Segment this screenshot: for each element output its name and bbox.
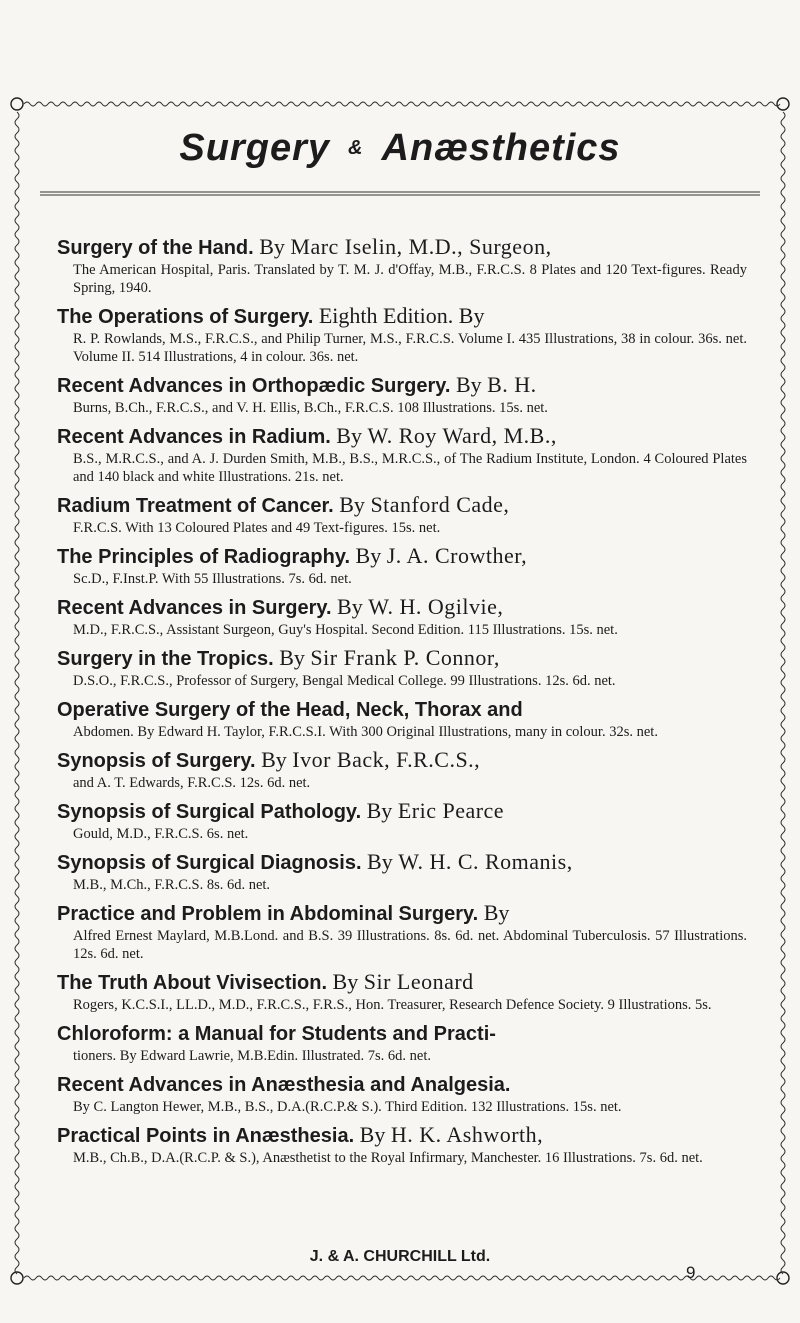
header-anaesthetics: Anæsthetics	[381, 126, 621, 169]
book-entry	[57, 900, 747, 963]
book-title: Synopsis of Surgical Pathology.	[57, 801, 362, 823]
book-entry	[57, 696, 747, 741]
book-entry	[57, 423, 747, 486]
book-entry-heading	[57, 492, 747, 519]
book-author: Ivor Back, F.R.C.S.,	[292, 747, 481, 772]
book-entry	[57, 969, 747, 1014]
book-title: Surgery of the Hand.	[57, 237, 254, 259]
book-author: W. H. Ogilvie,	[368, 594, 504, 619]
book-entry-heading	[57, 594, 747, 621]
book-details: M.B., M.Ch., F.R.C.S. 8s. 6d. net.	[73, 877, 271, 893]
book-details: tioners. By Edward Lawrie, M.B.Edin. Illustrated. 7s. 6d. net.	[73, 1048, 432, 1064]
book-entry	[57, 798, 747, 843]
book-by: By	[336, 423, 362, 448]
book-entry-heading	[57, 798, 747, 825]
page-header	[70, 118, 730, 178]
publisher-name: J. & A. CHURCHILL Ltd.	[306, 1248, 494, 1265]
book-entry	[57, 747, 747, 792]
book-author: Stanford Cade,	[370, 492, 510, 517]
book-title: Chloroform: a Manual for Students and Practi-	[57, 1023, 496, 1045]
book-entry	[57, 645, 747, 690]
book-author: Sir Leonard	[363, 969, 474, 994]
header-surgery: Surgery	[179, 126, 331, 169]
book-entry-heading	[57, 372, 747, 399]
book-title: The Truth About Vivisection.	[57, 972, 328, 994]
book-by: By	[366, 798, 393, 823]
book-by: By	[279, 645, 305, 670]
book-author: Sir Frank P. Connor,	[310, 645, 500, 670]
book-by: By	[332, 969, 359, 994]
book-by: By	[367, 849, 393, 874]
book-details: By C. Langton Hewer, M.B., B.S., D.A.(R.C.P.& S.). Third Edition. 132 Illustrations. 15s. net.	[73, 1099, 622, 1115]
book-details: Abdomen. By Edward H. Taylor, F.R.C.S.I. With 300 Original Illustrations, many in colour. 32s. net.	[73, 724, 658, 740]
book-details: R. P. Rowlands, M.S., F.R.C.S., and Philip Turner, M.S., F.R.C.S. Volume I. 435 Illustrations, 38 in colour. 36s. net. Volume II. 514 Illustrations, 4 in colour. 36s. net.	[73, 331, 747, 365]
book-details: and A. T. Edwards, F.R.C.S. 12s. 6d. net.	[73, 775, 311, 791]
book-details: Alfred Ernest Maylard, M.B.Lond. and B.S. 39 Illustrations. 8s. 6d. net. Abdominal Tuberculosis. 57 Illustrations. 12s. 6d. net.	[73, 928, 747, 962]
book-title: Recent Advances in Radium.	[57, 426, 331, 448]
book-details: B.S., M.R.C.S., and A. J. Durden Smith, M.B., B.S., M.R.C.S., of The Radium Institute, London. 4 Coloured Plates and 140 black and white Illustrations. 21s. net.	[73, 451, 747, 485]
book-title: Synopsis of Surgical Diagnosis.	[57, 852, 362, 874]
book-details: Sc.D., F.Inst.P. With 55 Illustrations. 7s. 6d. net.	[73, 571, 352, 587]
book-title: Recent Advances in Surgery.	[57, 597, 332, 619]
book-entry	[57, 1071, 747, 1116]
book-entry	[57, 303, 747, 366]
book-by: By	[339, 492, 365, 517]
book-by: Eighth Edition. By	[318, 303, 485, 328]
book-title: Synopsis of Surgery.	[57, 750, 256, 772]
book-title: Radium Treatment of Cancer.	[57, 495, 334, 517]
page-number: 9	[686, 1263, 696, 1282]
book-title: The Principles of Radiography.	[57, 546, 351, 568]
book-title: Surgery in the Tropics.	[57, 648, 274, 670]
book-entry	[57, 1020, 747, 1065]
book-author: W. H. C. Romanis,	[398, 849, 573, 874]
book-author: B. H.	[487, 372, 537, 397]
book-details: Rogers, K.C.S.I., LL.D., M.D., F.R.C.S., F.R.S., Hon. Treasurer, Research Defence Society. 9 Illustrations. 5s.	[73, 997, 712, 1013]
book-by: By	[355, 543, 382, 568]
book-details: Gould, M.D., F.R.C.S. 6s. net.	[73, 826, 249, 842]
book-entry-heading	[57, 423, 747, 450]
book-entry	[57, 849, 747, 894]
book-author: Marc Iselin, M.D., Surgeon,	[290, 234, 552, 259]
book-by: By	[483, 900, 510, 925]
book-by: By	[359, 1122, 386, 1147]
book-entry-heading	[57, 969, 747, 996]
header-ampersand: &	[348, 136, 364, 159]
book-details: F.R.C.S. With 13 Coloured Plates and 49 Text-figures. 15s. net.	[73, 520, 441, 536]
book-entry	[57, 234, 747, 297]
book-details: M.B., Ch.B., D.A.(R.C.P. & S.), Anæsthetist to the Royal Infirmary, Manchester. 16 Illustrations. 7s. 6d. net.	[73, 1150, 703, 1166]
book-title: Practice and Problem in Abdominal Surgery.	[57, 903, 479, 925]
book-title: Practical Points in Anæsthesia.	[57, 1125, 355, 1147]
book-entry-heading	[57, 747, 747, 774]
book-by: By	[261, 747, 287, 772]
book-entry-heading	[57, 696, 747, 723]
footer	[0, 1248, 800, 1278]
book-title: The Operations of Surgery.	[57, 306, 314, 328]
book-entry-heading	[57, 900, 747, 927]
book-entry-heading	[57, 1020, 747, 1047]
book-author: W. Roy Ward, M.B.,	[367, 423, 557, 448]
book-entry-heading	[57, 1122, 747, 1149]
book-by: By	[337, 594, 363, 619]
book-entry-heading	[57, 543, 747, 570]
book-details: M.D., F.R.C.S., Assistant Surgeon, Guy's Hospital. Second Edition. 115 Illustrations. 15s. net.	[73, 622, 618, 638]
book-entry-heading	[57, 1071, 747, 1098]
book-entry	[57, 594, 747, 639]
book-entry-heading	[57, 234, 747, 261]
book-entry	[57, 543, 747, 588]
book-title: Recent Advances in Anæsthesia and Analgesia.	[57, 1074, 511, 1096]
book-details: The American Hospital, Paris. Translated by T. M. J. d'Offay, M.B., F.R.C.S. 8 Plates and 120 Text-figures. Ready Spring, 1940.	[73, 262, 747, 296]
book-entry-heading	[57, 303, 747, 330]
book-details: Burns, B.Ch., F.R.C.S., and V. H. Ellis, B.Ch., F.R.C.S. 108 Illustrations. 15s. net.	[73, 400, 548, 416]
book-by: By	[259, 234, 285, 259]
book-list	[57, 234, 747, 1173]
book-details: D.S.O., F.R.C.S., Professor of Surgery, Bengal Medical College. 99 Illustrations. 12s. 6d. net.	[73, 673, 616, 689]
book-entry-heading	[57, 849, 747, 876]
book-author: Eric Pearce	[397, 798, 505, 823]
book-author: H. K. Ashworth,	[390, 1122, 544, 1147]
book-entry	[57, 1122, 747, 1167]
book-title: Operative Surgery of the Head, Neck, Thorax and	[57, 699, 523, 721]
book-by: By	[455, 372, 482, 397]
book-author: J. A. Crowther,	[386, 543, 528, 568]
book-title: Recent Advances in Orthopædic Surgery.	[57, 375, 451, 397]
book-entry	[57, 372, 747, 417]
book-entry	[57, 492, 747, 537]
book-entry-heading	[57, 645, 747, 672]
